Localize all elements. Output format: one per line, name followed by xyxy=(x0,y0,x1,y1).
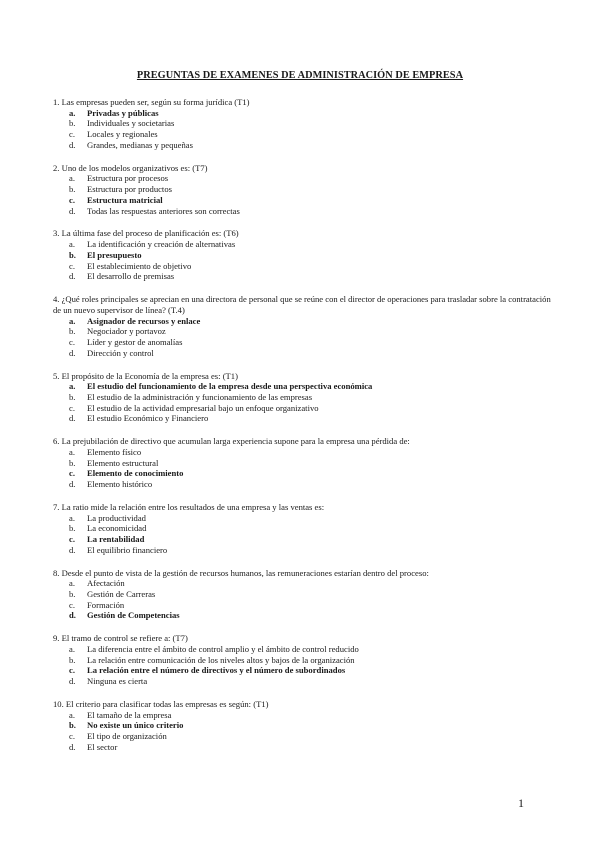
answer-option-correct xyxy=(53,250,553,261)
answer-option xyxy=(53,261,553,272)
option-letter: d. xyxy=(69,479,76,490)
answer-option xyxy=(53,600,553,611)
question-body: Desde el punto de vista de la gestión de recursos humanos, las remuneraciones estarían dentro del proceso: xyxy=(61,567,429,578)
option-letter: a. xyxy=(69,381,76,392)
option-letter: a. xyxy=(69,644,75,655)
option-letter: a. xyxy=(69,239,75,250)
question-number: 6. xyxy=(53,436,60,447)
answer-option xyxy=(53,348,553,359)
option-letter: b. xyxy=(69,249,76,260)
question-number: 7. xyxy=(53,501,60,512)
option-text: La diferencia entre el ámbito de control amplio y el ámbito de control reducido xyxy=(87,644,359,655)
option-text: Asignador de recursos y enlace xyxy=(87,315,201,326)
question-text xyxy=(53,568,553,579)
option-text: La relación entre comunicación de los niveles altos y bajos de la organización xyxy=(87,654,355,665)
question-body: ¿Qué roles principales se aprecian en una directora de personal que se reúne con el director de operaciones para trasladar sobre la contratación de un nuevo supervisor de línea? (T.4) xyxy=(53,294,551,315)
question-4 xyxy=(53,294,553,358)
question-9 xyxy=(53,633,553,687)
option-text: El tipo de organización xyxy=(87,731,167,742)
option-letter: d. xyxy=(69,544,76,555)
option-letter: c. xyxy=(69,599,75,610)
option-letter: a. xyxy=(69,107,76,118)
question-body: El tramo de control se refiere a: (T7) xyxy=(61,633,188,644)
option-letter: c. xyxy=(69,731,75,742)
page-number: 1 xyxy=(518,796,524,810)
answer-option xyxy=(53,589,553,600)
option-letter: a. xyxy=(69,578,75,589)
option-text: Afectación xyxy=(87,578,125,589)
option-letter: c. xyxy=(69,468,75,479)
option-text: Estructura matricial xyxy=(87,194,163,205)
option-text: Grandes, medianas y pequeñas xyxy=(87,139,193,150)
option-letter: d. xyxy=(69,139,76,150)
answer-option xyxy=(53,413,553,424)
option-text: El tamaño de la empresa xyxy=(87,709,172,720)
option-text: Todas las respuestas anteriores son correctas xyxy=(87,205,240,216)
option-text: El estudio del funcionamiento de la empresa desde una perspectiva económica xyxy=(87,381,373,392)
option-text: El estudio Económico y Financiero xyxy=(87,413,209,424)
answer-option xyxy=(53,206,553,217)
option-letter: d. xyxy=(69,413,76,424)
question-text xyxy=(53,502,553,513)
answer-option xyxy=(53,140,553,151)
option-letter: d. xyxy=(69,271,76,282)
question-text xyxy=(53,699,553,710)
option-text: Individuales y societarias xyxy=(87,118,175,129)
option-text: El sector xyxy=(87,741,118,752)
answer-option xyxy=(53,326,553,337)
option-letter: c. xyxy=(69,194,75,205)
option-letter: c. xyxy=(69,402,75,413)
question-number: 4. xyxy=(53,294,60,305)
option-text: Elemento estructural xyxy=(87,457,159,468)
option-letter: a. xyxy=(69,709,75,720)
question-body: La prejubilación de directivo que acumulan larga experiencia supone para la empresa una pérdida de: xyxy=(61,436,410,447)
answer-option xyxy=(53,742,553,753)
answer-option-correct xyxy=(53,665,553,676)
option-text: La productividad xyxy=(87,512,146,523)
option-letter: a. xyxy=(69,512,75,523)
option-text: Elemento físico xyxy=(87,446,142,457)
question-number: 9. xyxy=(53,633,60,644)
answer-option-correct xyxy=(53,468,553,479)
question-number: 5. xyxy=(53,370,60,381)
answer-option xyxy=(53,513,553,524)
option-text: El estudio de la administración y funcionamiento de las empresas xyxy=(87,391,313,402)
option-letter: b. xyxy=(69,457,76,468)
option-text: Dirección y control xyxy=(87,347,154,358)
option-letter: b. xyxy=(69,118,76,129)
answer-option-correct xyxy=(53,195,553,206)
option-text: Ninguna es cierta xyxy=(87,676,148,687)
answer-option xyxy=(53,173,553,184)
option-letter: b. xyxy=(69,589,76,600)
option-text: El estudio de la actividad empresarial bajo un enfoque organizativo xyxy=(87,402,319,413)
question-2 xyxy=(53,163,553,217)
option-text: El desarrollo de premisas xyxy=(87,271,175,282)
option-letter: d. xyxy=(69,676,76,687)
question-number: 10. xyxy=(53,699,64,710)
answer-option-correct xyxy=(53,534,553,545)
option-text: La relación entre el número de directivos y el número de subordinados xyxy=(87,665,346,676)
answer-option xyxy=(53,523,553,534)
question-list xyxy=(53,97,553,765)
option-text: Gestión de Competencias xyxy=(87,610,180,621)
answer-option xyxy=(53,644,553,655)
option-letter: d. xyxy=(69,205,76,216)
answer-option xyxy=(53,239,553,250)
answer-option xyxy=(53,403,553,414)
option-text: Locales y regionales xyxy=(87,129,158,140)
option-text: Negociador y portavoz xyxy=(87,326,166,337)
option-letter: c. xyxy=(69,336,75,347)
question-1 xyxy=(53,97,553,151)
question-text xyxy=(53,163,553,174)
question-text xyxy=(53,633,553,644)
option-letter: b. xyxy=(69,391,76,402)
option-letter: d. xyxy=(69,347,76,358)
question-body: La última fase del proceso de planificación es: (T6) xyxy=(61,228,239,239)
document-title: PREGUNTAS DE EXAMENES DE ADMINISTRACIÓN DE EMPRESA xyxy=(136,70,464,81)
answer-option-correct xyxy=(53,720,553,731)
option-letter: c. xyxy=(69,534,75,545)
answer-option xyxy=(53,118,553,129)
question-body: El propósito de la Economía de la empresa es: (T1) xyxy=(61,370,238,381)
answer-option-correct xyxy=(53,610,553,621)
answer-option xyxy=(53,447,553,458)
answer-option xyxy=(53,337,553,348)
question-5 xyxy=(53,371,553,425)
option-letter: a. xyxy=(69,315,76,326)
option-text: Formación xyxy=(87,599,125,610)
question-body: Las empresas pueden ser, según su forma jurídica (T1) xyxy=(61,97,250,107)
option-letter: b. xyxy=(69,326,76,337)
answer-option-correct xyxy=(53,381,553,392)
option-letter: b. xyxy=(69,654,76,665)
answer-option xyxy=(53,676,553,687)
answer-option xyxy=(53,271,553,282)
answer-option xyxy=(53,655,553,666)
option-text: No existe un único criterio xyxy=(87,720,184,731)
option-letter: d. xyxy=(69,610,76,621)
answer-option xyxy=(53,731,553,742)
option-text: La economicidad xyxy=(87,523,147,534)
option-letter: c. xyxy=(69,665,75,676)
answer-option xyxy=(53,458,553,469)
question-text xyxy=(53,294,553,315)
question-number: 2. xyxy=(53,162,60,173)
option-text: El establecimiento de objetivo xyxy=(87,260,192,271)
option-text: La identificación y creación de alternativas xyxy=(87,239,236,250)
answer-option xyxy=(53,710,553,721)
question-body: El criterio para clasificar todas las empresas es según: (T1) xyxy=(65,699,269,710)
option-text: La rentabilidad xyxy=(87,534,145,545)
question-text xyxy=(53,371,553,382)
option-text: Líder y gestor de anomalías xyxy=(87,336,183,347)
answer-option-correct xyxy=(53,108,553,119)
question-3 xyxy=(53,228,553,282)
option-text: Elemento histórico xyxy=(87,479,153,490)
answer-option xyxy=(53,392,553,403)
question-number: 1. xyxy=(53,97,60,107)
option-text: Gestión de Carreras xyxy=(87,589,156,600)
question-body: Uno de los modelos organizativos es: (T7) xyxy=(61,162,208,173)
question-text xyxy=(53,97,553,108)
option-letter: a. xyxy=(69,446,75,457)
question-number: 3. xyxy=(53,228,60,239)
option-letter: b. xyxy=(69,523,76,534)
answer-option xyxy=(53,545,553,556)
option-text: Privadas y públicas xyxy=(87,107,159,118)
answer-option-correct xyxy=(53,316,553,327)
option-text: Elemento de conocimiento xyxy=(87,468,184,479)
question-body: La ratio mide la relación entre los resultados de una empresa y las ventas es: xyxy=(61,501,325,512)
option-letter: c. xyxy=(69,260,75,271)
answer-option xyxy=(53,129,553,140)
option-letter: b. xyxy=(69,184,76,195)
option-letter: b. xyxy=(69,720,76,731)
question-text xyxy=(53,228,553,239)
question-7 xyxy=(53,502,553,556)
question-number: 8. xyxy=(53,567,60,578)
option-text: Estructura por procesos xyxy=(87,173,169,184)
option-text: Estructura por productos xyxy=(87,184,172,195)
option-letter: d. xyxy=(69,741,76,752)
question-6 xyxy=(53,436,553,490)
question-10 xyxy=(53,699,553,753)
option-letter: c. xyxy=(69,129,75,140)
answer-option xyxy=(53,184,553,195)
question-8 xyxy=(53,568,553,622)
answer-option xyxy=(53,578,553,589)
option-letter: a. xyxy=(69,173,75,184)
answer-option xyxy=(53,479,553,490)
option-text: El equilibrio financiero xyxy=(87,544,168,555)
question-text xyxy=(53,436,553,447)
option-text: El presupuesto xyxy=(87,249,142,260)
